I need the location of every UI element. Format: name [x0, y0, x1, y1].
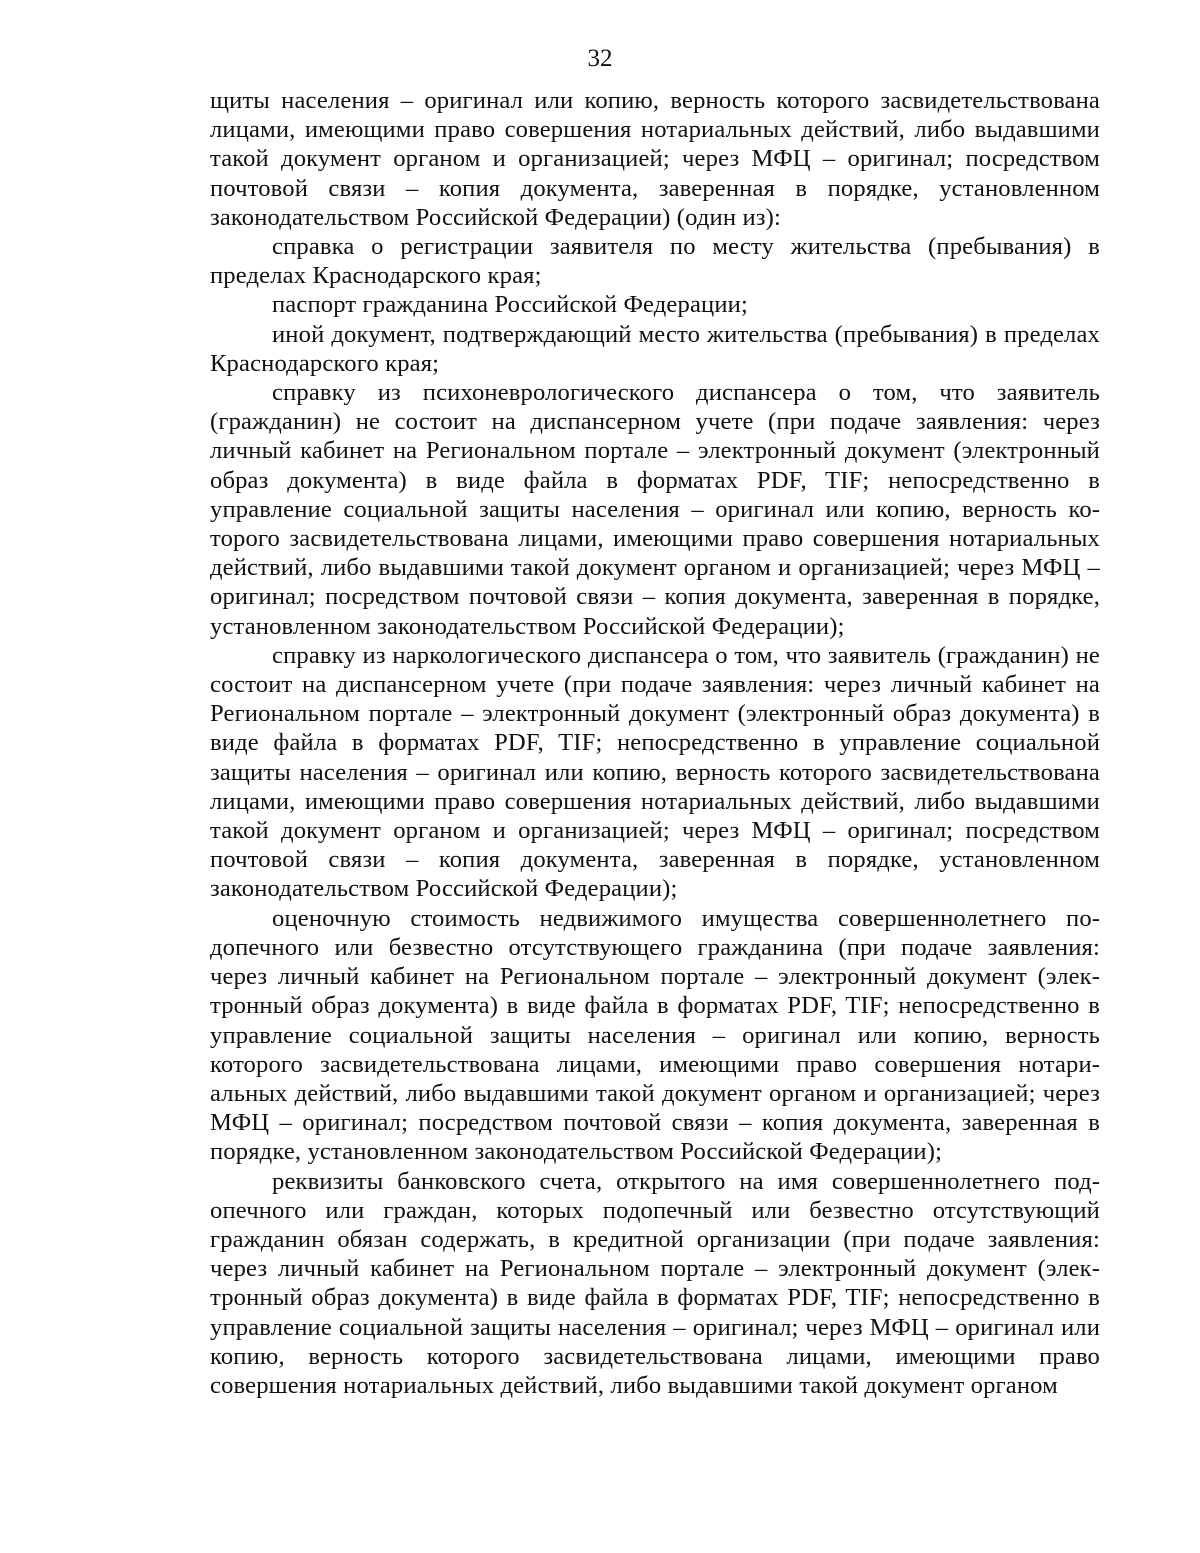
paragraph-psychoneurological-certificate: справку из психоневрологического диспансера о том, что заявитель (гражданин) не состоит на диспансерном учете (при подаче заявления: через личный кабинет на Региональном портале – электронный документ (электронный образ документа) в виде файла в форматах PDF, TIF; непосредственно в управление социальной защиты населения – оригинал или копию, верность которого засвидетельствована лицами, имеющими право совершения нотариальных действий, либо выдавшими такой документ органом и организацией; через МФЦ – оригинал; посредством почтовой связи – копия документа, заверенная в порядке, установленном законодательством Российской Федерации); — [210, 379, 1100, 640]
paragraph-other-residence-document: иной документ, подтверждающий место жительства (пребывания) в пределах Краснодарского края; — [210, 320, 1100, 377]
paragraph-registration-certificate: справка о регистрации заявителя по месту жительства (пребывания) в пределах Краснодарского края; — [210, 233, 1100, 290]
document-body — [210, 86, 1100, 1400]
paragraph-passport: паспорт гражданина Российской Федерации; — [272, 291, 748, 319]
paragraph-property-valuation: оценочную стоимость недвижимого имущества совершеннолетнего подопечного или безвестно отсутствующего гражданина (при подаче заявления: через личный кабинет на Региональном портале – электронный документ (электронный образ документа) в виде файла в форматах PDF, TIF; непосредственно в управление социальной защиты населения – оригинал или копию, верность которого засвидетельствована лицами, имеющими право совершения нотариальных действий, либо выдавшими такой документ органом и организацией; через МФЦ – оригинал; посредством почтовой связи – копия документа, заверенная в порядке, установленном законодательством Российской Федерации); — [210, 904, 1100, 1166]
paragraph-continuation: щиты населения – оригинал или копию, верность которого засвидетельствована лицами, имеющими право совершения нотариальных действий, либо выдавшими такой документ органом и организацией; через МФЦ – оригинал; посредством почтовой связи – копия документа, заверенная в порядке, установленном законодательством Российской Федерации) (один из): — [210, 87, 1100, 231]
paragraph-bank-account-details: реквизиты банковского счета, открытого на имя совершеннолетнего подопечного или граждан, которых подопечный или безвестно отсутствующий гражданин обязан содержать, в кредитной организации (при подаче заявления: через личный кабинет на Региональном портале – электронный документ (электронный образ документа) в виде файла в форматах PDF, TIF; непосредственно в управление социальной защиты населения – оригинал; через МФЦ – оригинал или копию, верность которого засвидетельствована лицами, имеющими право совершения нотариальных действий, либо выдавшими такой документ органом — [210, 1167, 1100, 1399]
page-number: 32 — [587, 45, 613, 72]
paragraph-narcological-certificate: справку из наркологического диспансера о том, что заявитель (гражданин) не состоит на диспансерном учете (при подаче заявления: через личный кабинет на Региональном портале – электронный документ (электронный образ документа) в виде файла в форматах PDF, TIF; непосредственно в управление социальной защиты населения – оригинал или копию, верность которого засвидетельствована лицами, имеющими право совершения нотариальных действий, либо выдавшими такой документ органом и организацией; через МФЦ – оригинал; посредством почтовой связи – копия документа, заверенная в порядке, установленном законодательством Российской Федерации); — [210, 641, 1100, 903]
